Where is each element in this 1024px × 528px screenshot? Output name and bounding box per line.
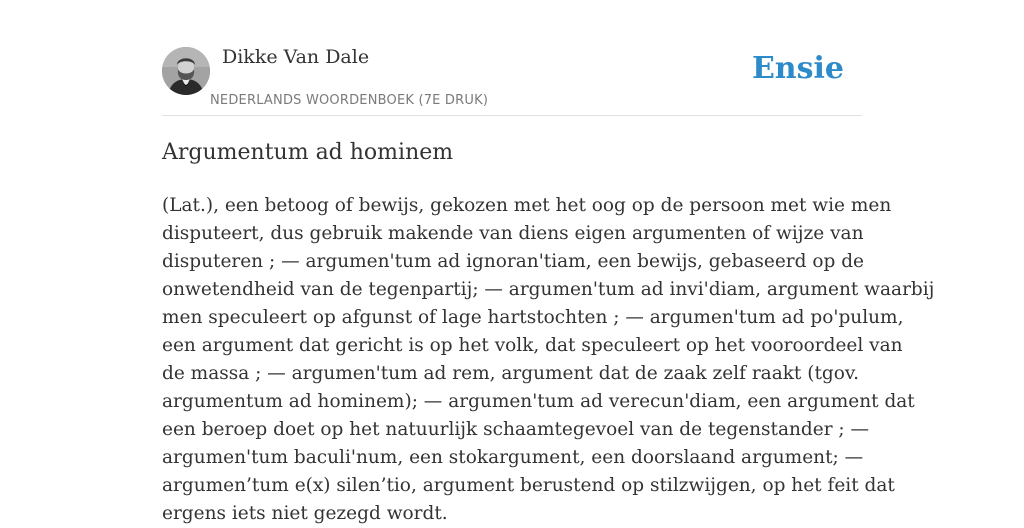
definition-line: een argument dat gericht is op het volk, dat speculeert op het vooroordeel van [162, 335, 903, 356]
definition-line: een beroep doet op het natuurlijk schaamtegevoel van de tegenstander ; — [162, 419, 870, 440]
definition-line: argumen'tum baculi'num, een stokargument, een doorslaand argument; — [162, 447, 864, 468]
definition-line: ergens iets niet gezegd wordt. [162, 503, 448, 524]
definition-line: disputeren ; — argumen'tum ad ignoran'tiam, een bewijs, gebaseerd op de [162, 251, 864, 272]
definition-line: men speculeert op afgunst of lage hartstochten ; — argumen'tum ad po'pulum, [162, 307, 904, 328]
source-label[interactable]: NEDERLANDS WOORDENBOEK (7E DRUK) [210, 93, 489, 108]
brand-logo[interactable]: Ensie [751, 51, 844, 86]
author-name[interactable]: Dikke Van Dale [222, 46, 370, 68]
definition-line: de massa ; — argumen'tum ad rem, argument dat de zaak zelf raakt (tgov. [162, 363, 860, 384]
author-avatar [162, 47, 210, 95]
entry-title: Argumentum ad hominem [162, 140, 454, 165]
definition-line: disputeert, dus gebruik makende van diens eigen argumenten of wijze van [162, 223, 864, 244]
definition-line: onwetendheid van de tegenpartij; — argumen'tum ad invi'diam, argument waarbij [162, 279, 935, 300]
portrait-photo-icon [162, 47, 210, 95]
header-divider [162, 115, 862, 116]
definition-line: argumentum ad hominem); — argumen'tum ad verecun'diam, een argument dat [162, 391, 915, 412]
definition-line: argumen’tum e(x) silen’tio, argument berustend op stilzwijgen, op het feit dat [162, 475, 895, 496]
entry-definition [162, 192, 935, 528]
definition-line: (Lat.), een betoog of bewijs, gekozen met het oog op de persoon met wie men [162, 195, 892, 216]
